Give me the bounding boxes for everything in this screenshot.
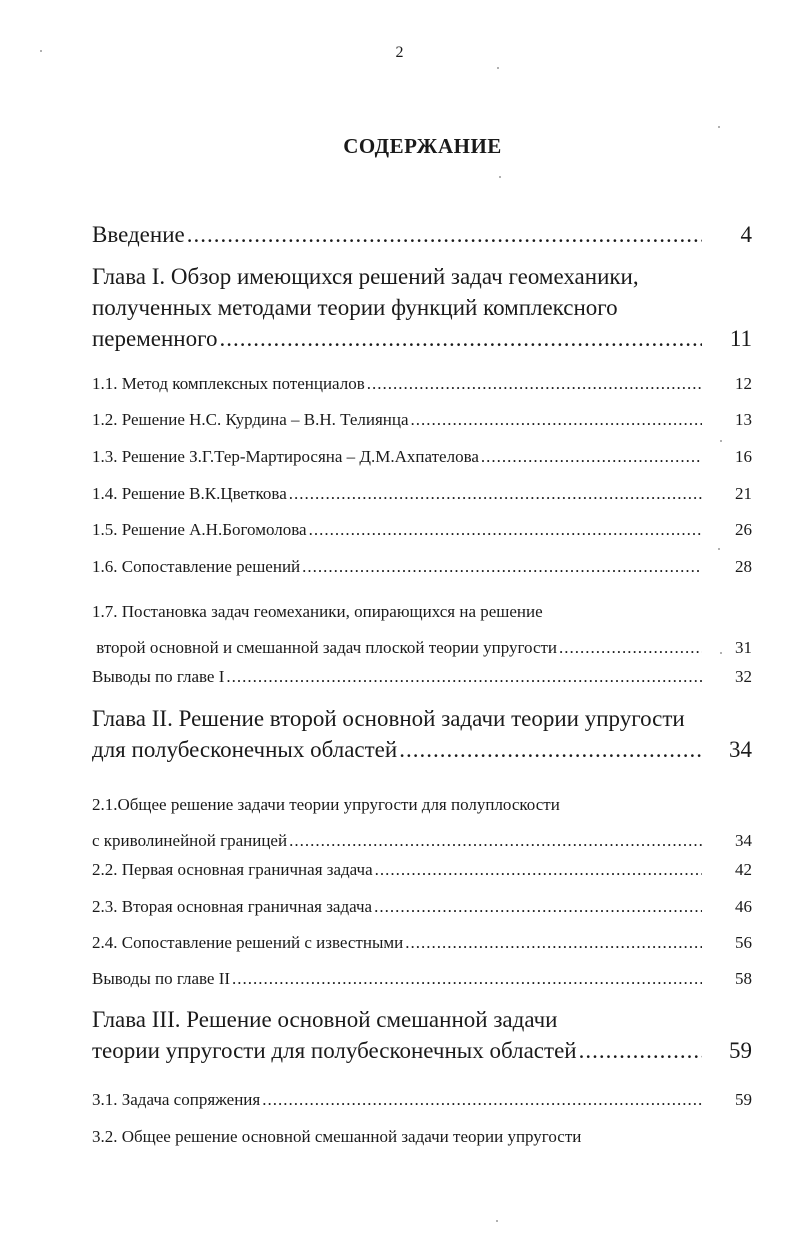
leader-dots: [302, 557, 702, 577]
toc-page-number: 59: [735, 1090, 752, 1109]
leader-dots: [187, 222, 702, 248]
leader-dots: [289, 484, 702, 504]
toc-entry-conclusions-1[interactable]: [92, 667, 752, 687]
toc-page-number: 32: [735, 667, 752, 686]
scan-speck: [497, 67, 499, 69]
leader-dots: [579, 1035, 702, 1066]
page-number: 2: [395, 44, 404, 61]
toc-entry-2-4[interactable]: [92, 933, 752, 953]
scan-speck: [718, 548, 720, 550]
page-title: СОДЕРЖАНИЕ: [343, 134, 502, 158]
toc-entry-text: 2.1.Общее решение задачи теории упругости для полуплоскости: [92, 795, 560, 814]
toc-entry-introduction[interactable]: [92, 222, 752, 248]
toc-entry-text: Выводы по главе I: [92, 667, 225, 686]
toc-page-number: 31: [735, 638, 752, 657]
leader-dots: [375, 860, 702, 880]
toc-page-number: 12: [735, 374, 752, 393]
toc-page-number: 58: [735, 969, 752, 988]
toc-page-number: 59: [729, 1038, 752, 1063]
toc-entry-text: 1.3. Решение З.Г.Тер-Мартиросяна – Д.М.Ахпателова: [92, 447, 479, 466]
toc-entry-text: переменного: [92, 326, 218, 351]
leader-dots: [232, 969, 702, 989]
toc-entry-chapter-3[interactable]: [92, 1004, 752, 1066]
leader-dots: [481, 447, 702, 467]
toc-entry-2-1[interactable]: [92, 787, 752, 859]
toc-entry-text: Глава II. Решение второй основной задачи теории упругости: [92, 706, 685, 731]
toc-entry-1-1[interactable]: [92, 374, 752, 394]
toc-entry-text: 3.1. Задача сопряжения: [92, 1090, 261, 1109]
toc-entry-text: 2.4. Сопоставление решений с известными: [92, 933, 404, 952]
leader-dots: [309, 520, 702, 540]
leader-dots: [262, 1090, 702, 1110]
toc-page-number: 4: [740, 222, 752, 247]
toc-page-number: 16: [735, 447, 752, 466]
toc-entry-2-2[interactable]: [92, 860, 752, 880]
toc-entry-3-2[interactable]: [92, 1127, 752, 1147]
leader-dots: [399, 734, 702, 765]
toc-entry-text: 1.6. Сопоставление решений: [92, 557, 301, 576]
scan-speck: [720, 652, 722, 654]
leader-dots: [374, 897, 702, 917]
toc-entry-text: 1.5. Решение А.Н.Богомолова: [92, 520, 307, 539]
leader-dots: [219, 323, 702, 354]
toc-page-number: 11: [729, 326, 752, 351]
toc-entry-text: 1.7. Постановка задач геомеханики, опирающихся на решение: [92, 602, 543, 621]
toc-page-number: 26: [735, 520, 752, 539]
toc-page-number: 13: [735, 410, 752, 429]
toc-entry-1-2[interactable]: [92, 410, 752, 430]
toc-page-number: 56: [735, 933, 752, 952]
toc-entry-text: Введение: [92, 222, 185, 247]
toc-entry-text: Выводы по главе II: [92, 969, 231, 988]
toc-entry-text: 1.1. Метод комплексных потенциалов: [92, 374, 365, 393]
leader-dots: [405, 933, 702, 953]
toc-entry-text: 2.3. Вторая основная граничная задача: [92, 897, 373, 916]
toc-entry-conclusions-2[interactable]: [92, 969, 752, 989]
scan-speck: [718, 126, 720, 128]
leader-dots: [226, 667, 702, 687]
toc-entry-3-1[interactable]: [92, 1090, 752, 1110]
toc-entry-text: 2.2. Первая основная граничная задача: [92, 860, 373, 879]
toc-entry-1-5[interactable]: [92, 520, 752, 540]
toc-entry-text: Глава III. Решение основной смешанной задачи: [92, 1007, 558, 1032]
toc-entry-text: полученных методами теории функций комплексного: [92, 295, 618, 320]
toc-entry-text: теории упругости для полубесконечных областей: [92, 1038, 577, 1063]
toc-page-number: 21: [735, 484, 752, 503]
scan-speck: [499, 176, 501, 178]
leader-dots: [559, 630, 702, 666]
scan-speck: [40, 50, 42, 52]
toc-page-number: 46: [735, 897, 752, 916]
toc-page-number: 28: [735, 557, 752, 576]
leader-dots: [367, 374, 702, 394]
toc-page-number: 42: [735, 860, 752, 879]
scan-speck: [720, 440, 722, 442]
toc-entry-text: 1.4. Решение В.К.Цветкова: [92, 484, 287, 503]
toc-page-number: 34: [729, 737, 752, 762]
toc-entry-text: для полубесконечных областей: [92, 737, 398, 762]
toc-page-number: 34: [735, 831, 752, 850]
toc-entry-text: 3.2. Общее решение основной смешанной задачи теории упругости: [92, 1127, 582, 1146]
toc-entry-chapter-2[interactable]: [92, 703, 752, 765]
toc-entry-1-3[interactable]: [92, 447, 752, 467]
toc-entry-1-7[interactable]: [92, 594, 752, 666]
toc-entry-text: Глава I. Обзор имеющихся решений задач геомеханики,: [92, 264, 639, 289]
scan-speck: [496, 1220, 498, 1222]
toc-entry-text: второй основной и смешанной задач плоской теории упругости: [92, 638, 558, 657]
toc-entry-chapter-1[interactable]: [92, 261, 752, 354]
leader-dots: [289, 823, 702, 859]
toc-entry-1-4[interactable]: [92, 484, 752, 504]
toc-entry-2-3[interactable]: [92, 897, 752, 917]
toc-entry-text: 1.2. Решение Н.С. Курдина – В.Н. Телиянца: [92, 410, 409, 429]
toc-entry-text: с криволинейной границей: [92, 831, 288, 850]
toc-entry-1-6[interactable]: [92, 557, 752, 577]
leader-dots: [411, 410, 702, 430]
